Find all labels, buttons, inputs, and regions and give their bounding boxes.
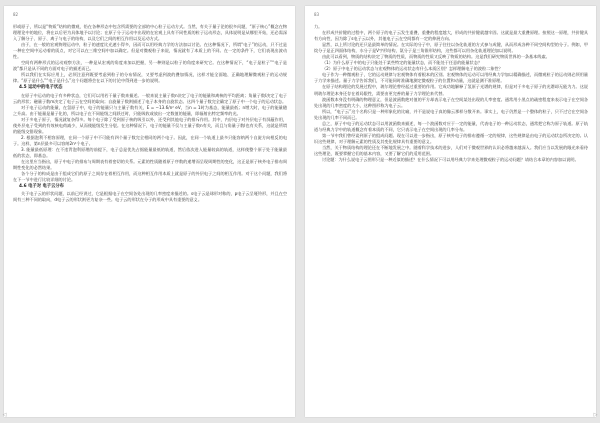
body-paragraph: 在这里应当指出，原子中电子的排布与周期表有着密切的关系。元素的性质随着原子序数的递增而呈现周期性的变化，这正是原子核外电子排布周期性变化的必然结果。 [13, 159, 287, 171]
page-number: 82 [13, 12, 19, 17]
page-body [13, 24, 287, 405]
body-paragraph: 在原子结构理论的发展过程中，玻尔理论曾经起过重要的作用。它成功地解释了氢原子光谱的规律，但是对于多电子原子的光谱却无能为力。这说明玻尔理论本身还存在着局限性，需要由更完善的量子力学理论来代替。 [314, 84, 588, 96]
body-paragraph: 空间有两种形式的运动观察方法，一种是从宏观的角度来加以把握，另一种则是以粒子的角度来研究它。在这种情况下，“电子是粒子”“电子是波”都只是从不同的方面对电子的描述而已。 [13, 60, 287, 72]
body-paragraph: 对于多电子原子，情况就复杂得多。每个电子除了受到原子核的吸引以外，还受到其他电子的排斥作用。其中，内层电子对外层电子有屏蔽作用，使外层电子受到的有效核电荷减少，从而使能级发生分裂。在这种情况下，电子的能量不仅与主量子数n有关，而且与角量子数l也有关系，这就是所谓的能级交错现象。 [13, 116, 287, 134]
page-number: 83 [314, 12, 320, 17]
section-heading: 4.6 电子对 电子云分布 [19, 184, 64, 190]
body-paragraph: 讨论题：为什么说电子云图形只是一种近似的描述？在什么情况下可以用经典力学来处理微观粒子的运动问题？请结合本章的内容加以说明。 [322, 157, 579, 163]
body-paragraph: 第一节中我们曾经谈到原子的组成问题。现在可以进一步指出，原子核外电子的排布遵循一定的规律，这些规律是由电子的运动状态所决定的。认识这些规律，对于理解元素的性质及其变化规律具有重要的意义。 [314, 132, 588, 144]
body-paragraph: 当然，关于物质结构的理论还在不断地发展之中。随着科学技术的进步，人们对于微观世界的认识必将越来越深入。我们应当以发展的眼光来看待这些理论，既要掌握它们的基本内容，又要了解它们的适用范围。 [314, 144, 588, 156]
body-paragraph: 显然，以上所讨论的还只是最简单的情况。在实际的分子中，原子往往以杂化轨道的方式参与成键，从而形成各种不同空间构型的分子。例如，甲烷分子是正四面体结构，水分子是V字形结构，氨分子是三角锥形结构，这些都可以用杂化轨道理论加以说明。 [314, 42, 588, 54]
body-paragraph: 力。 [314, 24, 323, 29]
body-paragraph: 在原子中运动的电子有多种状态，它们可以用若干量子数来描述。一般来说主量子数n决定了电子的能量和离核的平均距离；角量子数l决定了电子云的形状；磁量子数m决定了电子云在空间的取向；自旋量子数则描述了电子本身的自旋状态。这四个量子数完全确定了原子中一个电子的运动状态。 [13, 92, 287, 104]
right-page [305, 6, 596, 417]
body-paragraph: （2）原子中电子的运动状态与宏观物体的运动状态有什么本质区别？怎样理解电子的波粒二象性？ [322, 66, 503, 72]
body-paragraph: 形或原子，所以是“物质”结构的微观，铅在各种形态中包含所需要的全部的中心粒子运动方式。当然，有关于量子论的很多问题，“原子核心”概念在物理理论中的地位，将在以后更为具体地予以讨论；在原子分子运动中出现的在宏观上具有不同性质的粒子运动形态，具体说明是从哪里开始，还必需深入了解分子、原子、离子与电子的结构，以及它们之间的相互作用以及运动方式。 [13, 24, 287, 42]
body-paragraph: （1）为什么原子中的电子只能处于某些特定的能量状态，而不能处于任意的能量状态？ [322, 60, 482, 66]
body-paragraph: 电子作为一种微观粒子，它的运动规律与宏观物体有着根本的区别。宏观物体的运动可以用经典力学加以精确描述，而微观粒子的运动则必须用量子力学来描述。量子力学告诉我们，不可能同时准确地测定微观粒子的位置和动量，这就是测不准原理。 [314, 72, 588, 84]
body-paragraph: 由此可以看到，物质的结构决定了物质的性质，而物质的性质又反映了物质的结构。这是我们研究物质世界的一条基本线索。 [322, 54, 550, 60]
previous-page-arrow-icon[interactable]: ◁ [2, 412, 7, 418]
body-paragraph: 关于电子云的形状问题，以前已经讲过，它是根据电子在空间各处出现的几率密度来描述的。s电子云是球形对称的，p电子云呈哑铃形，并且在空间有三种不同的取向，d电子云的形状则更为复杂一些。电子云的形状在分子的形成中具有重要的意义。 [13, 191, 287, 203]
left-page [4, 6, 295, 417]
body-paragraph: 对于电子运动的能量，在氢原子中，电子的能量只与主量子数有关，E = −13.6/n² eV，当n = 1时为基态，能量最低；n增大时，电子的能量随之升高。由于能量是量子化的，所以电子在不同能级之间跃迁时，只能吸收或放出一定数值的能量，即辐射出特定频率的光。 [13, 104, 287, 116]
body-paragraph: 波函数本身没有明确的物理意义，但是波函数绝对值的平方却表示电子在空间某处出现的几率密度。通常用小黑点的疏密程度来表示电子在空间各处出现的几率密度的大小，这种图形称为电子云。 [314, 96, 588, 108]
page-body [314, 24, 588, 405]
body-paragraph: 由于，在一般的宏观物理运动中，粒子的速度比光速小得多，因而可以用经典力学的方法加以讨论。在这种情况下，所谓“电子”的运动，只不过是一种在空间中运动着的质点，对它可以在三维空间中加以确定。但是对微观粒子来说，情况就有了本质上的不同。在一定的条件下，它们表现出波动性。 [13, 42, 287, 60]
body-paragraph: 总之，原子中电子的运动状态可以用波函数来描述，每一个波函数对应于一定的能量，代表电子的一种运动状态，通常把它称为原子轨道。原子轨道与经典力学中的轨道概念有着本质的不同，它只表示电子在空间出现的几率分布。 [314, 120, 588, 132]
next-page-arrow-icon[interactable]: ▷ [593, 412, 598, 418]
body-paragraph: 2. 根据泡利不相容原理，在同一个原子中不可能有四个量子数完全相同的两个电子。因此，在同一个轨道上最多只能容纳两个自旋方向相反的电子。这样，第n层最多可以容纳2n²个电子。 [13, 134, 287, 146]
body-paragraph: 所以，“电子云”这个名称只是一种形象化的比喻，并不是说电子真的像云那样分散开来。事实上，电子仍然是一个整体的粒子，只不过它在空间各处出现的几率不同而已。 [314, 108, 588, 120]
body-paragraph: 在形成共价键的过程中，两个原子的电子云发生重叠，重叠的程度越大，形成的共价键就越牢固。这就是最大重叠原理。按照这一原理，共价键具有方向性，因为除了s电子云以外，其他电子云在空间都有一定的伸展方向。 [314, 30, 588, 42]
body-paragraph: 所以我们在实际应用上，必须注意到既要考虑到粒子的分布情况，又要考虑到波的叠加情况，这样才能全面地、正确地理解微观粒子的运动规律。“原子是什么”“电子是什么”这个问题将会在以下的讨论中得到进一步的说明。 [13, 72, 287, 84]
body-paragraph: 各个分子的构成是由于组成它们的原子之间存在着相互作用，而这种相互作用本质上就是原子的外层电子之间的相互作用。对于这个问题，我们将在下一节中进行比较详细的讨论。 [13, 171, 287, 183]
body-paragraph: 3. 能量最低原理：在不违背泡利原理的前提下，电子总是优先占据能量最低的轨道，然后依次进入能量较高的轨道，这样使整个原子处于能量最低的状态，即基态。 [13, 146, 287, 158]
section-heading: 4.5 运动中的电子状态 [19, 85, 63, 91]
